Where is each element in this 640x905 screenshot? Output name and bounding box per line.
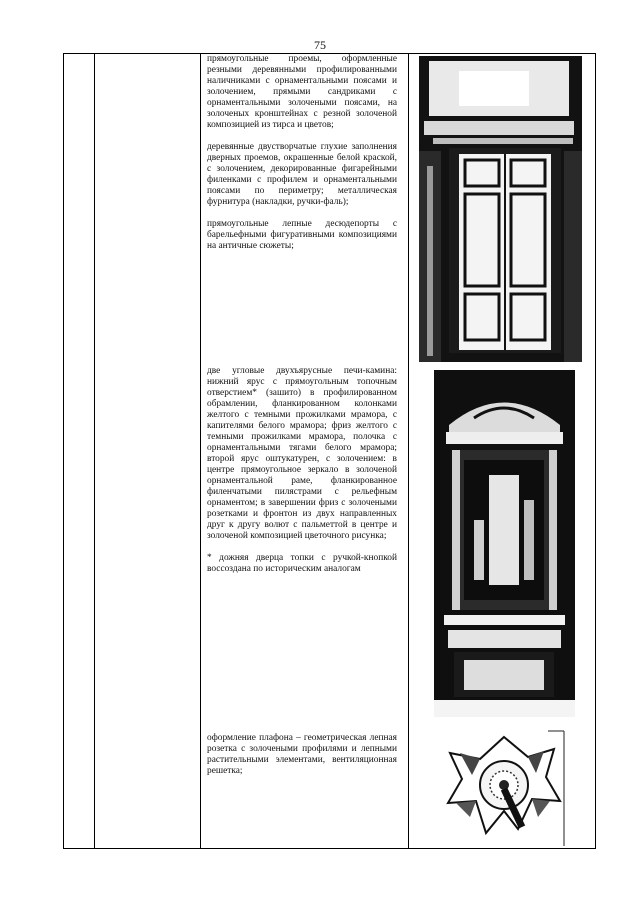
column-divider — [408, 54, 409, 848]
door-photo — [419, 56, 582, 362]
row-1-description — [207, 54, 397, 252]
row-3-description — [207, 733, 397, 777]
ceiling-rosette-photo — [436, 729, 573, 848]
paragraph: две угловые двухъярусные печи-камина: нижний ярус с прямоугольным топочным отверстием* (зашито) в профилированном обрамлении, фланкированном колонками желтого с темными прожилками мрамора, с капителями белого мрамора; фриз желтого с темными прожилками мрамора, полочка с орнаментальными тягами белого мрамора; второй ярус оштукатурен, с золочением: в центре прямоугольное зеркало в золоченой орнаментальной раме, фланкированное филенчатыми пилястрами с рельефным орнаментом; в завершении фриз с золочеными розетками и фронтон из двух направленных друг к другу волют с пальметтой в центре и золоченой композицией цветочного рисунка; — [207, 366, 397, 541]
row-2-description — [207, 366, 397, 575]
paragraph: * дожняя дверца топки с ручкой-кнопкой воссоздана по историческим аналогам — [207, 553, 397, 574]
column-divider — [94, 54, 95, 848]
paragraph: деревянные двустворчатые глухие заполнения дверных проемов, окрашенные белой краской, с золочением, декорированные фигарейными филенками с профилем и орнаментальными поясами по периметру; металлическая фурнитура (накладки, ручки-фаль); — [207, 142, 397, 207]
fireplace-stove-photo — [434, 370, 575, 717]
paragraph: прямоугольные лепные десюдепорты с барельефными фигуративными композициями на античные сюжеты; — [207, 219, 397, 251]
paragraph: прямоугольные проемы, оформленные резными деревянными профилированными наличниками с орнаментальными поясами и золочением, прямыми сандриками с орнаментальными золочеными поясами, на золоченых кронштейнах с резной золоченой композицией из тирса и цветов; — [207, 54, 397, 130]
page-number: 75 — [314, 38, 326, 52]
column-divider — [200, 54, 201, 848]
paragraph: оформление плафона – геометрическая лепная розетка с золочеными профилями и лепными растительными элементами, вентиляционная решетка; — [207, 733, 397, 776]
